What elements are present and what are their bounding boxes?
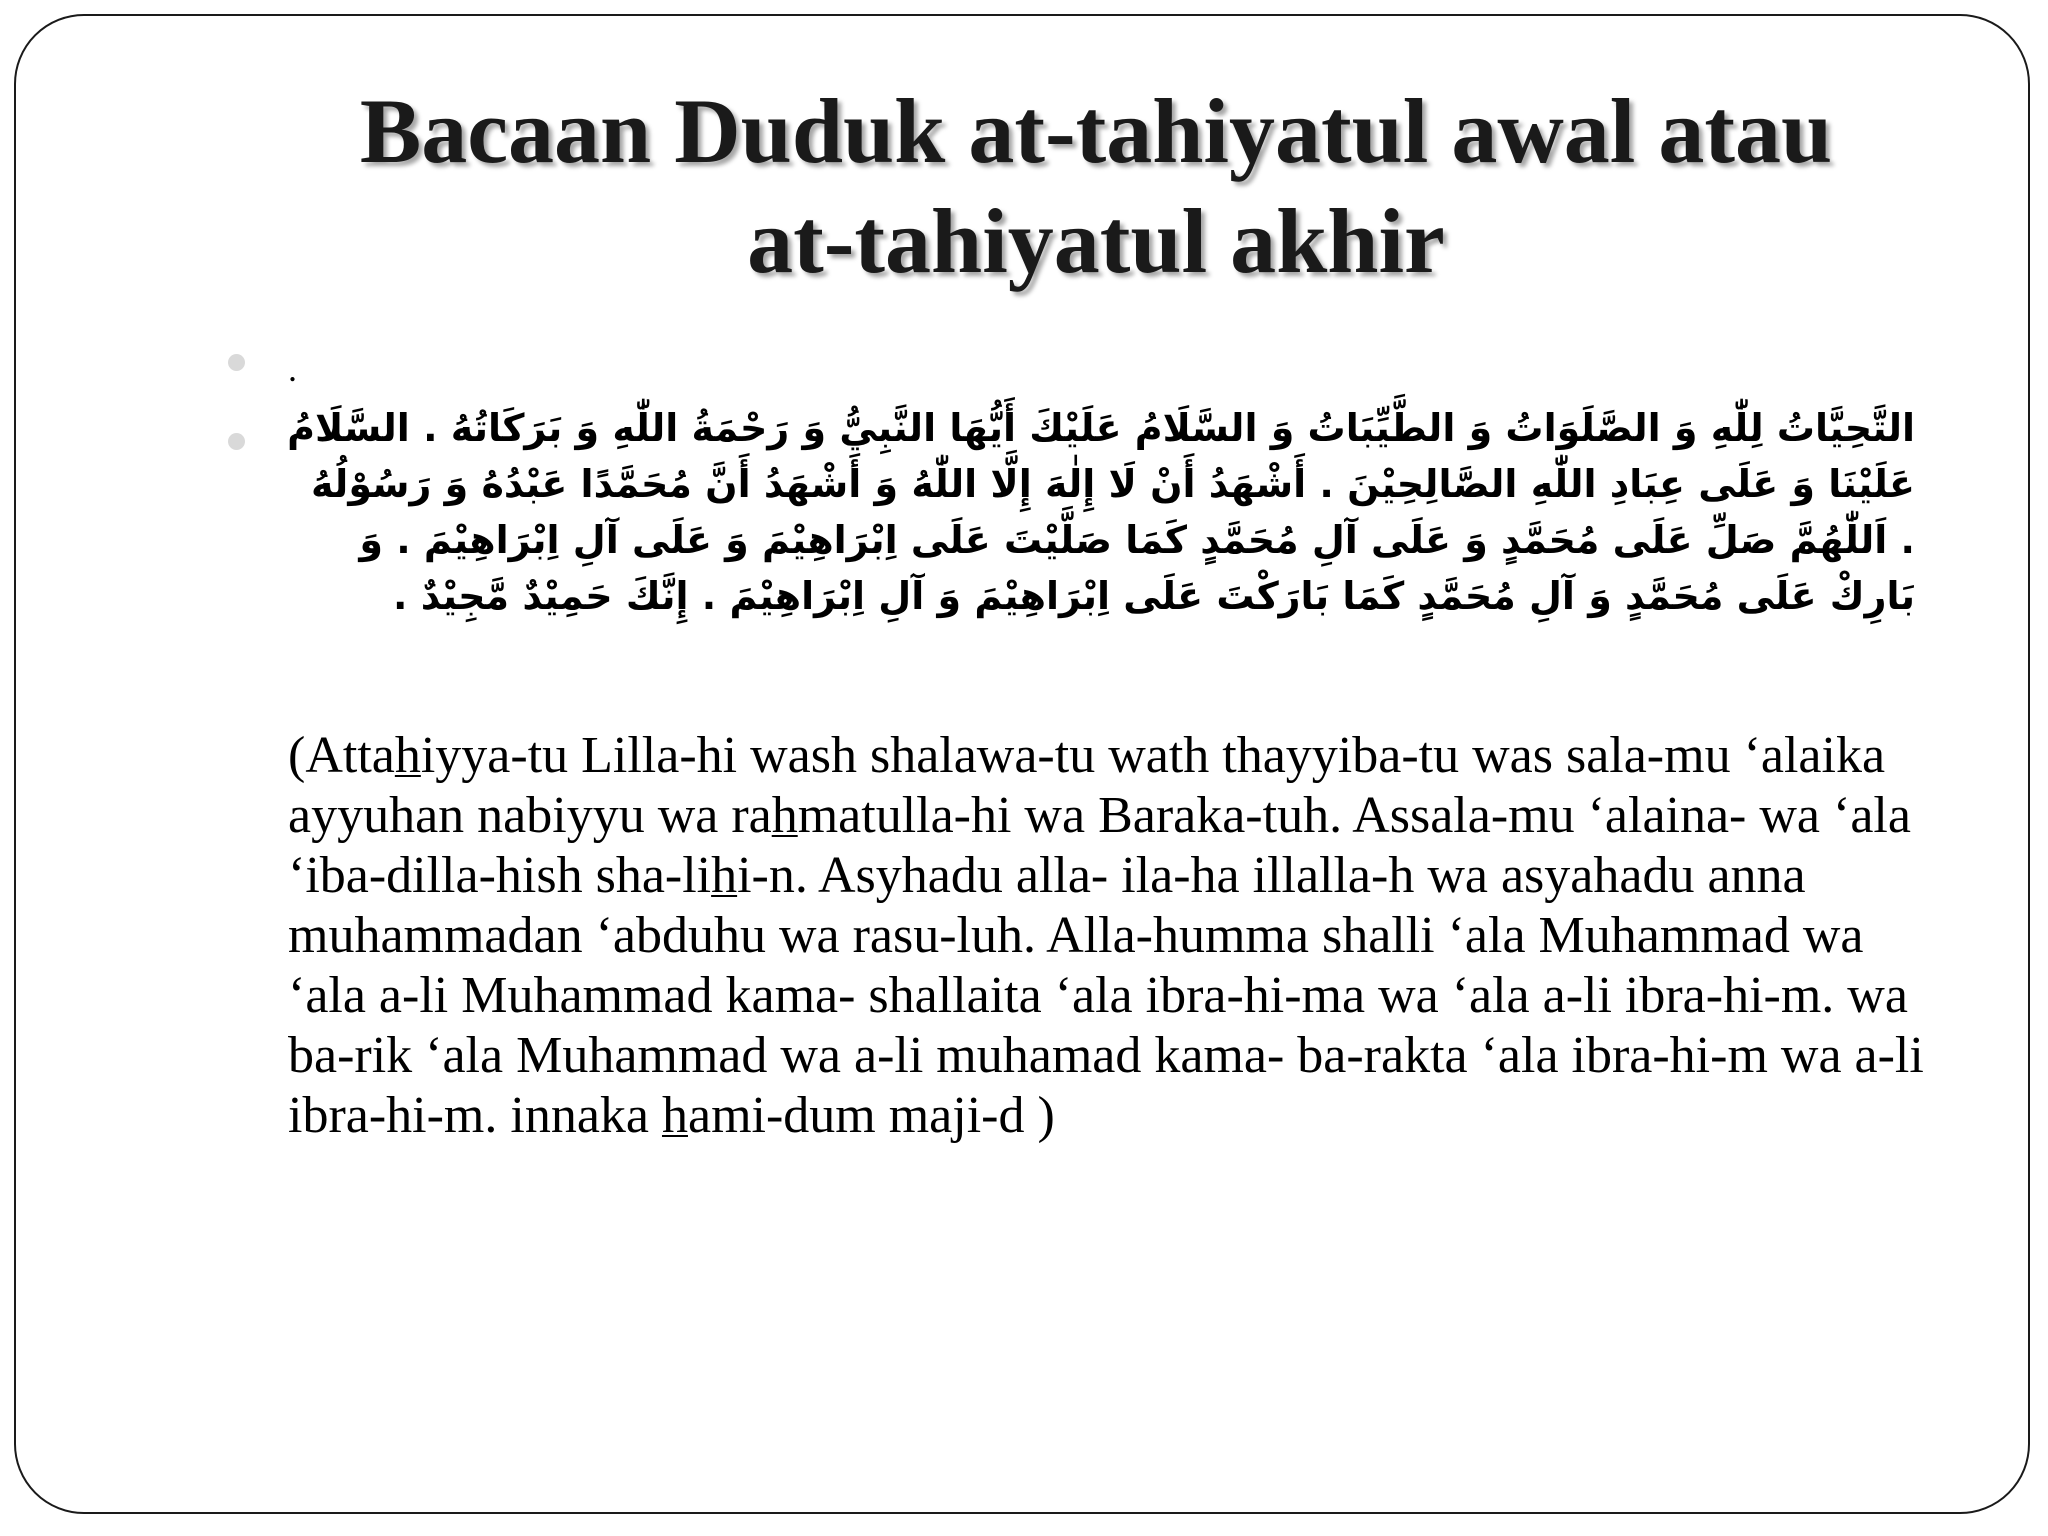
translit-underlined: h <box>394 727 421 784</box>
title-line-1: Bacaan Duduk at-tahiyatul awal atau <box>359 80 1833 182</box>
bullet-dot-icon <box>228 433 245 450</box>
bullet-dot-icon <box>228 354 245 371</box>
arabic-tahiyat-text: التَّحِيَّاتُ لِلّٰهِ وَ الصَّلَوَاتُ وَ الطَّيِّبَاتُ وَ السَّلَامُ عَلَيْكَ أَيُّهَا النَّبِيُّ وَ رَحْمَةُ اللّٰهِ وَ بَرَكَاتُهُ . السَّلَامُ عَلَيْنَا وَ عَلَى عِبَادِ اللّٰهِ الصَّالِحِيْنَ . أَشْهَدُ أَنْ لَا إِلٰهَ إِلَّا اللّٰهُ وَ أَشْهَدُ أَنَّ مُحَمَّدًا عَبْدُهُ وَ رَسُوْلُهُ . اَللّٰهُمَّ صَلِّ عَلَى مُحَمَّدٍ وَ عَلَى آلِ مُحَمَّدٍ كَمَا صَلَّيْتَ عَلَى اِبْرَاهِيْمَ وَ عَلَى آلِ اِبْرَاهِيْمَ . وَ بَارِكْ عَلَى مُحَمَّدٍ وَ آلِ مُحَمَّدٍ كَمَا بَارَكْتَ عَلَى اِبْرَاهِيْمَ وَ آلِ اِبْرَاهِيْمَ . إِنَّكَ حَمِيْدٌ مَّجِيْدٌ . <box>287 406 1915 618</box>
title-line-2: at-tahiyatul akhir <box>747 190 1445 292</box>
translit-segment: i-n. Asyhadu alla- ila-ha illalla-h wa asyahadu anna muhammadan ‘abduhu wa rasu-luh. Alla-humma shalli ‘ala Muhammad wa ‘ala a-li Muhammad kama- shallaita ‘ala ibra-hi-ma wa ‘ala a-li ibra-hi-m. wa ba-rik ‘ala Muhammad wa a-li muhamad kama- ba-rakta ‘ala ibra-hi-m wa a-li ibra-hi-m. innaka <box>288 847 1924 1144</box>
translit-segment: (Atta <box>288 727 395 784</box>
translit-segment: iyya-tu Lilla-hi wash shalawa-tu wath thayyiba-tu was sala-mu ‘alaika ayyuhan nabiyyu wa ra <box>288 727 1886 844</box>
translit-underlined: h <box>711 847 738 904</box>
translit-underlined: h <box>771 787 798 844</box>
transliteration-text <box>288 726 1948 1146</box>
translit-segment: matulla-hi wa Baraka-tuh. Assala-mu ‘alaina- wa ‘ala ‘iba-dilla-hish sha-li <box>288 787 1911 904</box>
translit-underlined: h <box>661 1087 688 1144</box>
bullet-1-text: . <box>288 349 297 389</box>
slide-title <box>206 76 1986 296</box>
translit-segment: ami-dum maji-d ) <box>687 1087 1055 1144</box>
